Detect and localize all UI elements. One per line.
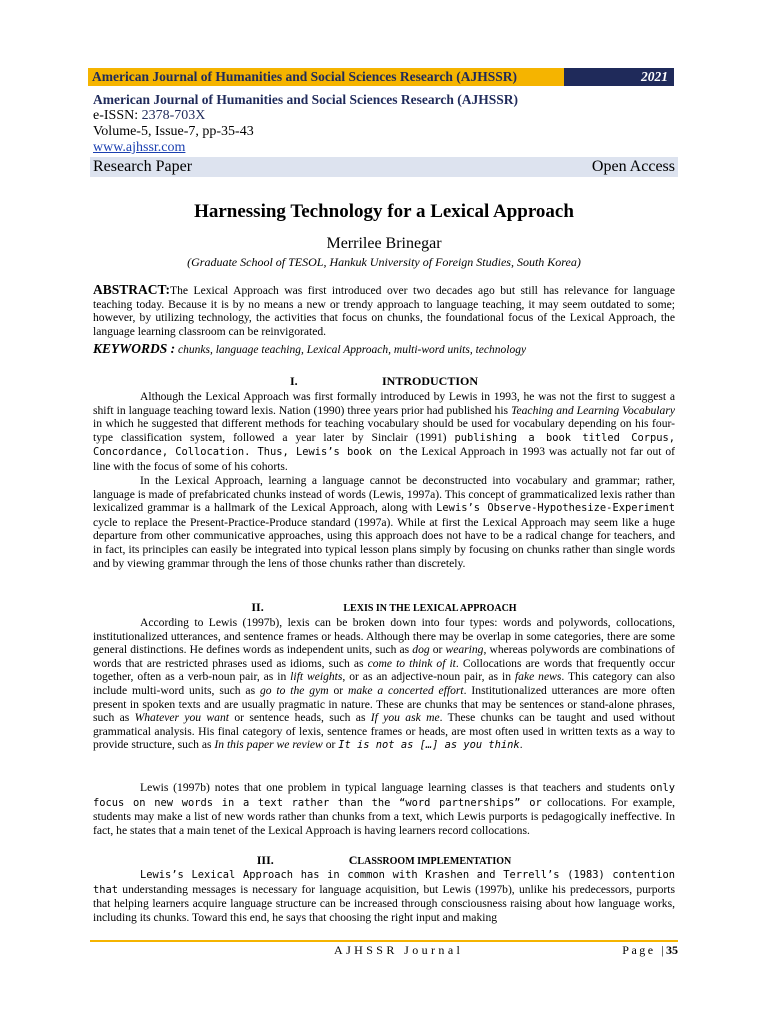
section-heading-introduction — [93, 374, 675, 389]
lexis-paragraph-1 — [93, 616, 675, 753]
footer-journal: AJHSSR Journal — [334, 943, 464, 957]
page-number: 35 — [666, 943, 678, 957]
example-term: dog — [412, 643, 430, 657]
footer-page-number — [622, 941, 678, 959]
section-title: INTRODUCTION — [381, 374, 478, 388]
paper-type-bar — [90, 157, 678, 177]
text-run: Lewis (1997b) notes that one problem in typical language learning classes is that teachers and students — [140, 781, 650, 794]
text-run: Lexical Approach in 1993 was actually not far out of line with the focus of some of his cohorts. — [93, 445, 675, 473]
lexis-paragraph-2 — [93, 781, 675, 837]
journal-website-link[interactable]: www.ajhssr.com — [93, 140, 186, 155]
text-run: or — [328, 683, 348, 697]
text-run: In the Lexical Approach, learning a language cannot be deconstructed into vocabulary and grammar; rather, language is made of prefabricated chunks instead of words (Lewis, 1997a). This concept of grammaticalized lexis rather than lexicalized grammar is a hallmark of the Lexical Approach, along with — [93, 474, 675, 515]
paper-title: Harnessing Technology for a Lexical Approach — [194, 201, 574, 222]
text-run: collocations. For example, students may make a list of new words rather than chunks from a text, which Lewis purports is pedagogically ineffective. In fact, he states that a main tenet of the Lexical Approach is having learners record collocations. — [93, 795, 676, 837]
example-term: fake news — [514, 670, 562, 684]
section-heading-lexis — [93, 600, 675, 616]
intro-paragraph-1 — [93, 390, 675, 474]
text-run: According to Lewis (1997b), lexis can be broken down into four types: words and polywords, collocations, institutionalized utterances, and sentence frames or heads. Although there may be overlap in some categories, there are some general distinctions. He defines words as independent units, such as — [93, 616, 675, 657]
text-run: cycle to replace the Present-Practice-Produce standard (1997a). While at first the Lexical Approach may seem like a huge departure from other communicative approaches, using this approach does not have to be a radical change for teachers, and in fact, its principles can easily be integrated into typical lesson plans simply by focusing on chunks rather than single words and by viewing grammar through the lens of those chunks rather than discretely. — [93, 515, 675, 570]
keywords — [93, 342, 675, 358]
section-title: LEXIS IN THE LEXICAL APPROACH — [343, 603, 517, 614]
text-run: . — [519, 738, 523, 752]
running-header-journal: American Journal of Humanities and Social Sciences Research (AJHSSR) — [88, 68, 564, 86]
text-run-mono: only focus on new words in a text rather than the “word partnerships” or — [93, 782, 675, 809]
section-title-initial: C — [348, 853, 358, 867]
example-term: It is not as […] as you think — [338, 739, 520, 752]
example-term: make a concerted effort — [348, 683, 464, 697]
text-run: or — [429, 643, 446, 657]
section-heading-classroom — [93, 853, 675, 869]
text-run: or sentence heads, such as — [228, 711, 371, 725]
text-run-mono: Lewis’s Lexical Approach has in common with Krashen and Terrell’s (1983) contention that — [93, 869, 675, 896]
access-type: Open Access — [591, 158, 675, 175]
paper-type: Research Paper — [93, 158, 193, 175]
text-run: understanding messages is necessary for language acquisition, but Lewis (1997b), unlike his predecessors, purports that helping learners acquire language structure can be increased through consciousness raising about how language works, including its chunks. Toward this end, he says that choosing the right input and making — [93, 882, 675, 924]
abstract-text: The Lexical Approach was first introduced over two decades ago but still has relevance for language teaching today. Because it is by no means a new or trendy approach to language teaching, it may seem outdated to some; however, by utilizing technology, the activities that focus on chunks, the foundational focus of the Lexical Approach, the language learning classroom can be reinvigorated. — [93, 284, 675, 338]
author-affiliation: (Graduate School of TESOL, Hankuk University of Foreign Studies, South Korea) — [187, 255, 581, 269]
text-run-mono: Lewis’s Observe-Hypothesize-Experiment — [436, 502, 675, 515]
text-run: , whereas polywords are combinations of words that are restricted phrases used as idioms, such as — [93, 643, 675, 670]
text-run: . These chunks can be taught and used without grammatical analysis. His final category of lexis, sentence frames or heads, are most often used in written texts as a way to provide structure, such as — [93, 711, 675, 752]
meta-issn — [93, 108, 678, 124]
text-run: . This category can also include multi-word units, such as — [93, 670, 675, 697]
text-run: , or as an adjective-noun pair, as in — [342, 670, 515, 684]
example-term: If you ask me — [370, 711, 440, 725]
running-header-year: 2021 — [564, 68, 674, 86]
journal-meta — [93, 92, 678, 156]
keywords-text: chunks, language teaching, Lexical Approach, multi-word units, technology — [175, 344, 527, 356]
abstract-label: ABSTRACT: — [93, 282, 171, 297]
example-term: lift weights — [290, 670, 343, 684]
issn-value: 2378-703X — [141, 108, 206, 123]
section-title-rest: LASSROOM IMPLEMENTATION — [357, 856, 512, 867]
text-run: . Institutionalized utterances are more often present in spoken texts and are usually pragmatic in nature. These are chunks that may be sentences or stand-alone phrases, such as — [93, 683, 675, 725]
example-term: come to think of it — [367, 656, 456, 670]
issn-label: e-ISSN: — [93, 108, 142, 123]
text-run: in which he suggested that different methods for teaching vocabulary should be used for vocabulary depending on his four-type classification system, followed a year later by Sinclair (1991) — [93, 417, 675, 444]
section-number: II. — [251, 600, 264, 614]
text-run: Although the Lexical Approach was first formally introduced by Lewis in 1993, he was not the first to suggest a shift in language teaching toward lexis. Nation (1990) three years prior had published his — [93, 390, 675, 417]
author-name: Merrilee Brinegar — [326, 235, 442, 252]
book-title: Teaching and Learning Vocabulary — [511, 403, 675, 417]
abstract — [93, 283, 675, 338]
page-label: Page | — [622, 943, 666, 957]
example-term: wearing — [445, 643, 484, 657]
meta-journal-name: American Journal of Humanities and Social Sciences Research (AJHSSR) — [93, 92, 518, 107]
example-term: Whatever you want — [134, 711, 229, 725]
running-header — [88, 68, 674, 86]
text-run: . Collocations are words that frequently occur together, often as a verb-noun pair, as in — [93, 656, 675, 684]
example-term: In this paper we review — [214, 738, 323, 752]
page-footer — [90, 941, 678, 959]
keywords-label: KEYWORDS : — [93, 341, 176, 356]
text-run: or — [322, 738, 339, 752]
example-term: go to the gym — [259, 683, 329, 697]
classroom-paragraph-1 — [93, 868, 675, 924]
section-number: III. — [256, 853, 274, 867]
section-number: I. — [289, 374, 298, 388]
meta-volume: Volume-5, Issue-7, pp-35-43 — [93, 124, 254, 139]
text-run-mono: publishing a book titled Corpus, Concordance, Collocation. Thus, Lewis’s book on the — [93, 431, 676, 459]
intro-paragraph-2 — [93, 474, 675, 570]
